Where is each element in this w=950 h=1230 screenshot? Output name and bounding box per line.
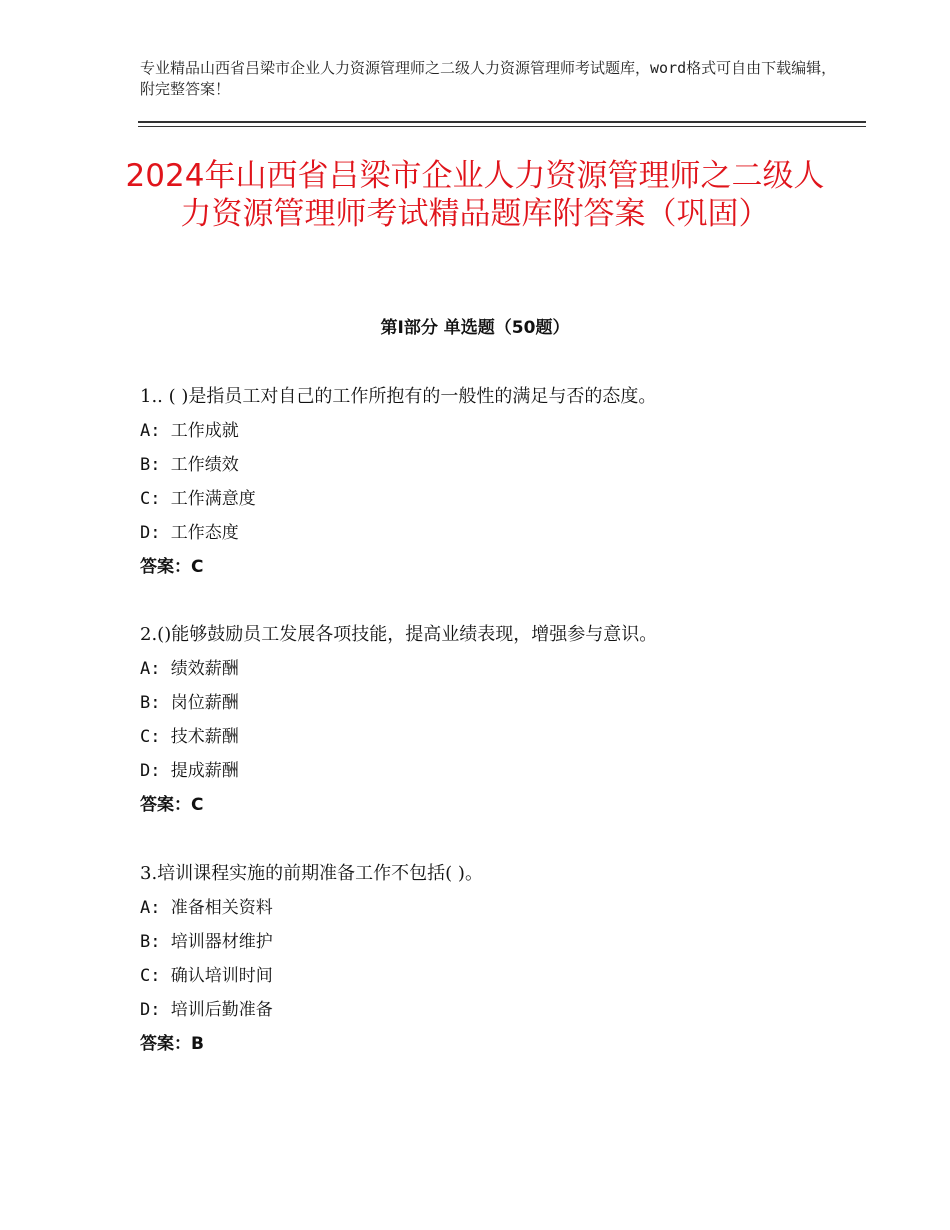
header-note: 专业精品山西省吕梁市企业人力资源管理师之二级人力资源管理师考试题库，word格式可自由下载编辑，附完整答案！: [140, 59, 837, 98]
answer: 答案：C: [140, 557, 204, 577]
question-1: [140, 380, 860, 584]
option-a: A: 准备相关资料: [140, 898, 273, 918]
option-d: D: 工作态度: [140, 523, 239, 543]
option-d: D: 培训后勤准备: [140, 1000, 273, 1020]
option-d: D: 提成薪酬: [140, 761, 239, 781]
answer: 答案：C: [140, 795, 204, 815]
header-rule-thin: [138, 126, 866, 127]
option-a: A: 工作成就: [140, 421, 239, 441]
header-rule-thick: [138, 121, 866, 123]
option-a: A: 绩效薪酬: [140, 659, 239, 679]
question-3: [140, 857, 860, 1061]
option-b: B: 工作绩效: [140, 455, 239, 475]
section-title: 第Ⅰ部分 单选题（50题）: [380, 318, 570, 338]
question-stem: 3.培训课程实施的前期准备工作不包括( )。: [140, 863, 483, 884]
question-stem: 1.. ( )是指员工对自己的工作所抱有的一般性的满足与否的态度。: [140, 386, 657, 407]
option-b: B: 岗位薪酬: [140, 693, 239, 713]
question-2: [140, 618, 860, 822]
answer: 答案：B: [140, 1034, 204, 1054]
question-stem: 2.()能够鼓励员工发展各项技能，提高业绩表现，增强参与意识。: [140, 624, 658, 645]
option-c: C: 确认培训时间: [140, 966, 273, 986]
option-c: C: 工作满意度: [140, 489, 256, 509]
document-title: 2024年山西省吕梁市企业人力资源管理师之二级人力资源管理师考试精品题库附答案（巩固）: [125, 158, 825, 232]
option-c: C: 技术薪酬: [140, 727, 239, 747]
option-b: B: 培训器材维护: [140, 932, 273, 952]
